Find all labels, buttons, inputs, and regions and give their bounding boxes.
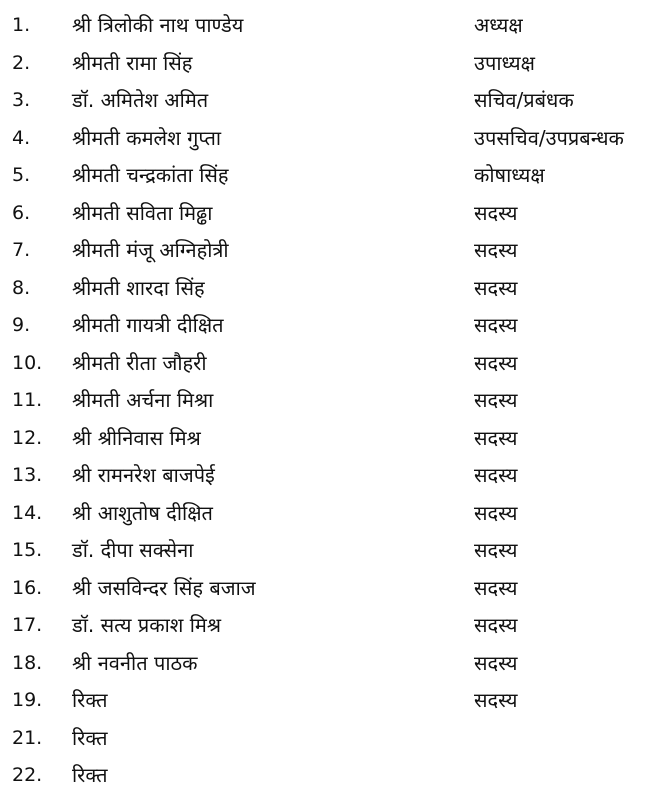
- list-item: [0, 232, 661, 269]
- member-role: कोषाध्यक्ष: [474, 163, 545, 187]
- member-role: सदस्य: [474, 613, 518, 637]
- item-number: 17.: [12, 614, 43, 636]
- item-number: 5.: [12, 164, 31, 186]
- list-item: [0, 270, 661, 307]
- item-number: 13.: [12, 464, 43, 486]
- list-item: [0, 195, 661, 232]
- member-name: डॉ. दीपा सक्सेना: [72, 538, 194, 562]
- list-item: [0, 607, 661, 644]
- list-item: [0, 157, 661, 194]
- member-role: अध्यक्ष: [474, 13, 523, 37]
- item-number: 15.: [12, 539, 43, 561]
- list-item: [0, 120, 661, 157]
- list-item: [0, 682, 661, 719]
- member-name: श्री आशुतोष दीक्षित: [72, 501, 213, 525]
- member-name: श्रीमती गायत्री दीक्षित: [72, 313, 224, 337]
- member-name: श्रीमती अर्चना मिश्रा: [72, 388, 214, 412]
- member-name: रिक्त: [72, 763, 108, 787]
- list-item: [0, 7, 661, 44]
- member-name: श्रीमती सविता मिढ्ढा: [72, 201, 213, 225]
- member-name: श्रीमती शारदा सिंह: [72, 276, 205, 300]
- member-role: सचिव/प्रबंधक: [474, 88, 574, 112]
- member-role: सदस्य: [474, 538, 518, 562]
- member-role: सदस्य: [474, 238, 518, 262]
- member-name: श्रीमती चन्द्रकांता सिंह: [72, 163, 229, 187]
- item-number: 6.: [12, 202, 31, 224]
- list-item: [0, 720, 661, 757]
- member-name: रिक्त: [72, 688, 108, 712]
- item-number: 9.: [12, 314, 31, 336]
- item-number: 8.: [12, 277, 31, 299]
- item-number: 22.: [12, 764, 43, 786]
- member-name: श्री जसविन्दर सिंह बजाज: [72, 576, 256, 600]
- member-role: सदस्य: [474, 576, 518, 600]
- list-item: [0, 382, 661, 419]
- list-item: [0, 495, 661, 532]
- list-item: [0, 82, 661, 119]
- member-role: सदस्य: [474, 276, 518, 300]
- item-number: 7.: [12, 239, 31, 261]
- member-role: सदस्य: [474, 463, 518, 487]
- member-role: सदस्य: [474, 426, 518, 450]
- member-name: श्रीमती रीता जौहरी: [72, 351, 207, 375]
- list-item: [0, 645, 661, 682]
- item-number: 14.: [12, 502, 43, 524]
- member-role: सदस्य: [474, 313, 518, 337]
- member-name: श्रीमती रामा सिंह: [72, 51, 193, 75]
- item-number: 2.: [12, 52, 31, 74]
- list-item: [0, 420, 661, 457]
- member-role: सदस्य: [474, 651, 518, 675]
- member-name: श्री श्रीनिवास मिश्र: [72, 426, 201, 450]
- member-role: उपाध्यक्ष: [474, 51, 535, 75]
- list-item: [0, 307, 661, 344]
- member-name: श्री रामनरेश बाजपेई: [72, 463, 215, 487]
- list-item: [0, 570, 661, 607]
- list-item: [0, 457, 661, 494]
- item-number: 11.: [12, 389, 43, 411]
- member-name: श्रीमती मंजू अग्निहोत्री: [72, 238, 229, 262]
- member-name: श्रीमती कमलेश गुप्ता: [72, 126, 222, 150]
- list-item: [0, 532, 661, 569]
- list-item: [0, 757, 661, 794]
- item-number: 19.: [12, 689, 43, 711]
- member-name: श्री नवनीत पाठक: [72, 651, 198, 675]
- item-number: 12.: [12, 427, 43, 449]
- item-number: 16.: [12, 577, 43, 599]
- item-number: 18.: [12, 652, 43, 674]
- member-name: डॉ. अमितेश अमित: [72, 88, 209, 112]
- item-number: 4.: [12, 127, 31, 149]
- list-item: [0, 45, 661, 82]
- item-number: 1.: [12, 14, 31, 36]
- member-name: डॉ. सत्य प्रकाश मिश्र: [72, 613, 222, 637]
- member-role: सदस्य: [474, 388, 518, 412]
- list-item: [0, 345, 661, 382]
- member-name: श्री त्रिलोकी नाथ पाण्डेय: [72, 13, 244, 37]
- member-role: उपसचिव/उपप्रबन्धक: [474, 126, 624, 150]
- member-name: रिक्त: [72, 726, 108, 750]
- item-number: 3.: [12, 89, 31, 111]
- item-number: 10.: [12, 352, 43, 374]
- member-role: सदस्य: [474, 501, 518, 525]
- item-number: 21.: [12, 727, 43, 749]
- member-role: सदस्य: [474, 688, 518, 712]
- member-role: सदस्य: [474, 351, 518, 375]
- member-role: सदस्य: [474, 201, 518, 225]
